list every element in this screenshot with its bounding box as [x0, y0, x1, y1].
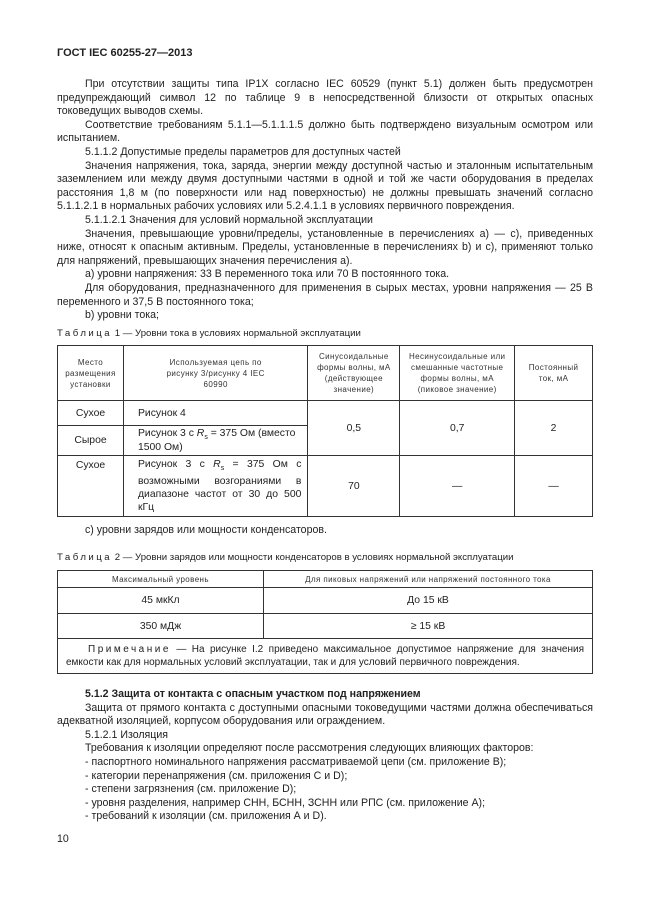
table-1: [57, 345, 593, 517]
document-header: ГОСТ IEC 60255-27—2013: [57, 47, 193, 59]
cell-voltage: ≥ 15 кВ: [264, 614, 593, 639]
cell-circuit: Рисунок 4: [123, 401, 307, 426]
list-item: - паспортного номинального напряжения рассматриваемой цепи (см. приложение B);: [85, 755, 507, 768]
paragraph: Значения напряжения, тока, заряда, энергии между доступной частью и эталонным испытательным заземлением или между двумя доступными частями в одной и той же части оборудования в пределах расстояния 1,8 м (по поверхности или над поверхностью) не должны превышать значений согласно 5.1.1.2.1 в нормальных рабочих условиях или 5.2.4.1.1 в условиях первичного повреждения.: [57, 159, 593, 213]
var: R: [213, 459, 221, 470]
cell-place: Сухое: [58, 456, 124, 517]
text: = 375 Ом с возможными возгораниями в диапазоне частот от 30 до 500 кГц: [137, 459, 302, 514]
cell-circuit: [123, 426, 307, 456]
paragraph: При отсутствии защиты типа IP1X согласно IEC 60529 (пункт 5.1) должен быть предусмотрен предупреждающий символ 12 по таблице 9 в непосредственной близости от открытых опасных токоведущих выводов схемы.: [57, 78, 593, 118]
table-row: [58, 401, 593, 426]
header-cell: Максимальный уровень: [58, 571, 264, 588]
caption-text: 2 — Уровни зарядов или мощности конденсаторов в условиях нормальной эксплуатации: [114, 552, 514, 563]
subsection-heading: 5.1.1.2 Допустимые пределы параметров для доступных частей: [85, 145, 401, 158]
paragraph: Соответствие требованиям 5.1.1—5.1.1.1.5 должно быть подтверждено визуальным осмотром или испытанием.: [57, 118, 593, 145]
subsection-heading: 5.1.2.1 Изоляция: [85, 728, 168, 741]
header-cell: Для пиковых напряжений или напряжений постоянного тока: [264, 571, 593, 588]
table-row: [58, 614, 593, 639]
list-item: - уровня разделения, например СНН, БСНН, ЗСНН или РПС (см. приложение А);: [85, 796, 486, 809]
cell-dc: —: [515, 456, 593, 517]
table-row: [58, 456, 593, 517]
list-item: с) уровни зарядов или мощности конденсаторов.: [85, 524, 327, 536]
table-2: [57, 570, 593, 674]
subsection-heading: 5.1.1.2.1 Значения для условий нормальной эксплуатации: [85, 213, 373, 226]
list-item: b) уровни тока;: [85, 309, 159, 322]
item-c: [57, 524, 593, 538]
caption-label: Таблица: [57, 328, 113, 339]
cell-dc: 2: [515, 401, 593, 456]
section-5-1-2: [57, 688, 593, 824]
table-note: [58, 639, 593, 674]
list-item: а) уровни напряжения: 33 В переменного тока или 70 В постоянного тока.: [85, 268, 450, 281]
subscript: s: [204, 434, 208, 442]
table-header-row: [58, 346, 593, 401]
page-number: 10: [57, 833, 69, 845]
table1-caption: [57, 327, 593, 341]
list-item: - степени загрязнения (см. приложение D);: [85, 783, 297, 796]
text: Рисунок 3 с: [137, 459, 214, 470]
section-heading: 5.1.2 Защита от контакта с опасным участком под напряжением: [85, 688, 421, 700]
paragraph: Защита от прямого контакта с доступными опасными токоведущими частями должна обеспечиваться адекватной изоляцией, корпусом оборудования или ограждением.: [57, 701, 593, 728]
cell-sin: 70: [308, 456, 400, 517]
caption-label: Таблица: [57, 552, 113, 563]
paragraph: Для оборудования, предназначенного для применения в сырых местах, уровни напряжения — 25 В переменного и 37,5 В постоянного тока;: [57, 281, 593, 308]
cell-circuit: [123, 456, 307, 517]
list-item: - категории перенапряжения (см. приложения С и D);: [85, 769, 348, 782]
cell-level: 45 мкКл: [58, 588, 264, 614]
header-cell: Синусоидальные формы волны, мА (действующее значение): [308, 346, 400, 401]
table-row: [58, 588, 593, 614]
text: Рисунок 3 с: [137, 428, 197, 440]
top-text: [57, 78, 593, 323]
header-cell: Постоянный ток, мА: [515, 346, 593, 401]
subscript: s: [220, 465, 225, 473]
note-label: Примечание: [88, 644, 171, 655]
var: R: [196, 428, 205, 440]
cell-place: Сырое: [58, 426, 124, 456]
table-note-row: [58, 639, 593, 674]
note-text: — На рисунке I.2 приведено максимальное допустимое напряжение для значения емкости как для нормальных условий эксплуатации, так и для условий первичного повреждения.: [66, 644, 584, 668]
cell-level: 350 мДж: [58, 614, 264, 639]
paragraph: Требования к изоляции определяют после рассмотрения следующих влияющих факторов:: [85, 742, 534, 755]
header-cell: Место размещения установки: [58, 346, 124, 401]
cell-voltage: До 15 кВ: [264, 588, 593, 614]
cell-nonsin: —: [400, 456, 515, 517]
caption-text: 1 — Уровни тока в условиях нормальной эксплуатации: [114, 328, 361, 339]
cell-sin: 0,5: [308, 401, 400, 456]
header-cell: Несинусоидальные или смешанные частотные формы волны, мА (пиковое значение): [400, 346, 515, 401]
cell-place: Сухое: [58, 401, 124, 426]
paragraph: Значения, превышающие уровни/пределы, установленные в перечислениях а) — с), приведенных ниже, относят к опасным активным. Пределы, установленные в перечислениях b) и с), применяют только для напряжений, превышающих значения перечисления а).: [57, 227, 593, 267]
table2-caption: [57, 551, 593, 565]
list-item: - требований к изоляции (см. приложения А и D).: [85, 810, 327, 823]
table-header-row: [58, 571, 593, 588]
cell-nonsin: 0,7: [400, 401, 515, 456]
header-cell: Используемая цепь по рисунку 3/рисунку 4 IEC 60990: [123, 346, 307, 401]
text: = 375 Ом (вместо 1500 Ом): [137, 428, 296, 453]
